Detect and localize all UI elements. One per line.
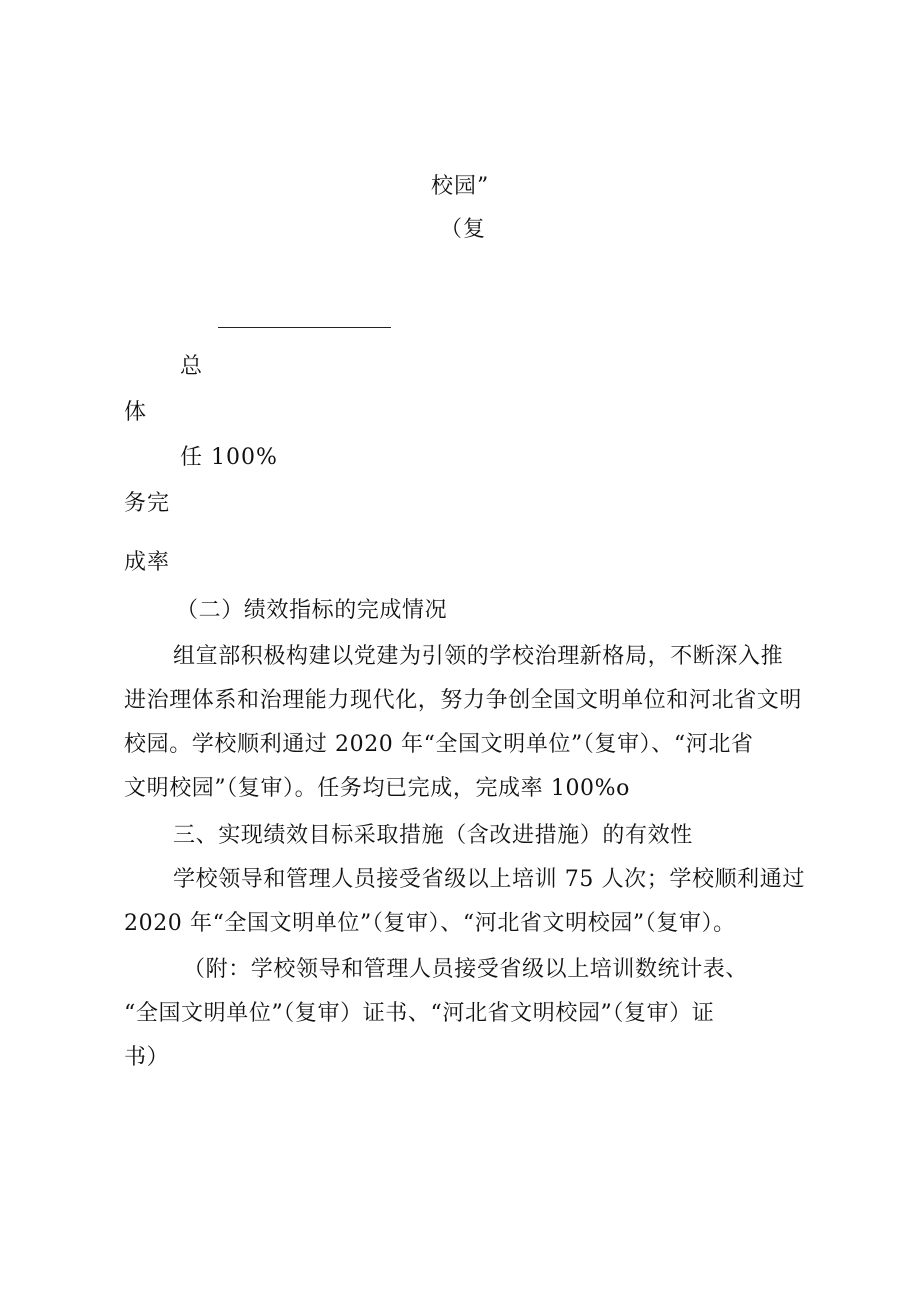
section-2-heading: （二）绩效指标的完成情况 [176, 598, 448, 623]
fragment-review-paren: （复 [440, 217, 487, 242]
section-3-line-1: 学校领导和管理人员接受省级以上培训 75 人次；学校顺利通过 [173, 867, 805, 892]
fragment-task-100: 任 100% [180, 445, 278, 470]
section-2-line-4: 文明校园”（复审）。任务均已完成，完成率 100%o [124, 776, 630, 801]
section-2-line-1: 组宣部积极构建以党建为引领的学校治理新格局，不断深入推 [173, 644, 784, 669]
section-3-line-2: 2020 年“全国文明单位”（复审）、“河北省文明校园”（复审）。 [124, 911, 736, 936]
fragment-completion-rate: 成率 [124, 550, 171, 575]
horizontal-rule [218, 327, 391, 328]
fragment-body: 体 [124, 400, 148, 425]
section-2-line-3: 校园。学校顺利通过 2020 年“全国文明单位”（复审）、“河北省 [124, 732, 754, 757]
section-3-heading: 三、实现绩效目标采取措施（含改进措施）的有效性 [173, 823, 693, 848]
section-2-line-2: 进治理体系和治理能力现代化，努力争创全国文明单位和河北省文明 [124, 688, 803, 713]
attachment-line-3: 书） [124, 1045, 170, 1070]
fragment-school-campus: 校园” [431, 174, 490, 199]
attachment-line-2: “全国文明单位”（复审）证书、“河北省文明校园”（复审）证 [124, 1001, 715, 1026]
fragment-overall: 总 [180, 354, 204, 379]
fragment-task-complete: 务完 [124, 491, 171, 516]
attachment-line-1: （附：学校领导和管理人员接受省级以上培训数统计表、 [183, 957, 749, 982]
